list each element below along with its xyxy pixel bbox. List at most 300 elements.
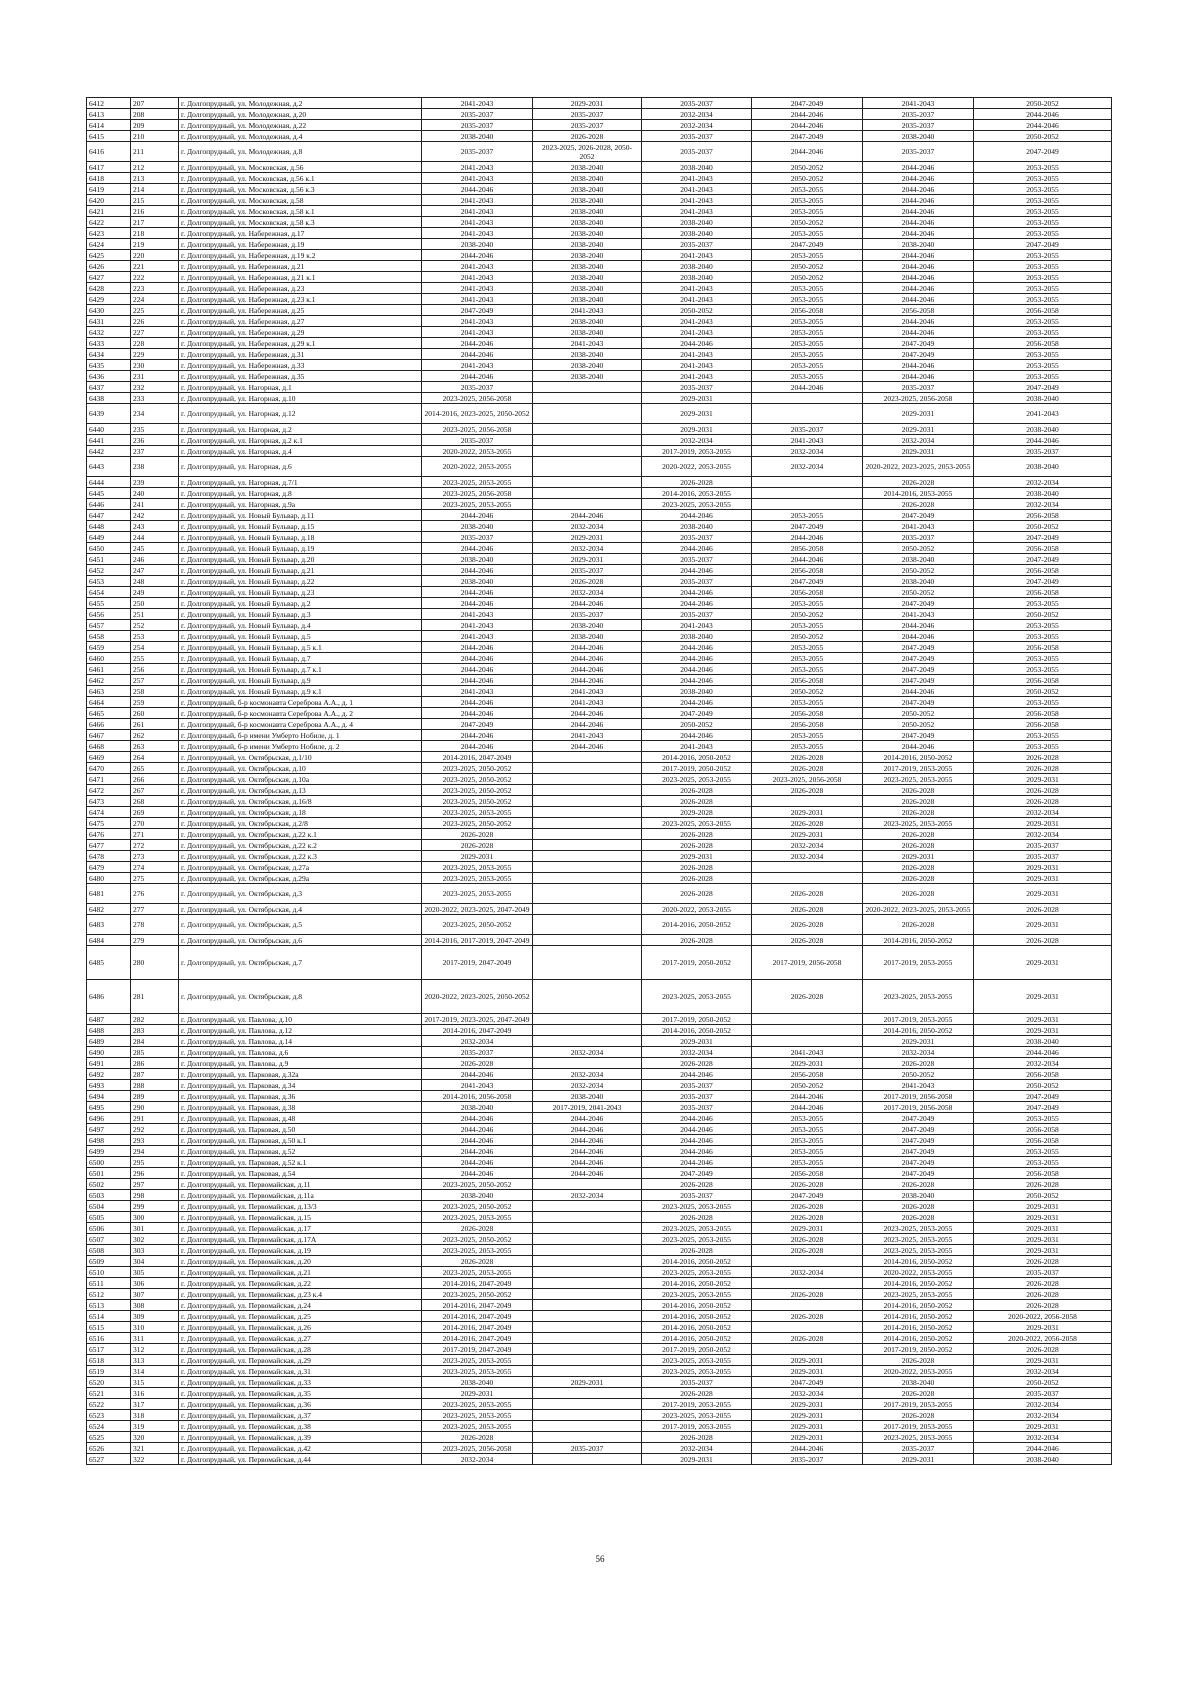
- cell-period-4: 2026-2028: [752, 785, 863, 796]
- cell-row-number: 6522: [87, 1399, 131, 1410]
- cell-object-number: 264: [131, 752, 179, 763]
- cell-row-number: 6420: [87, 195, 131, 206]
- cell-period-4: [752, 477, 863, 488]
- cell-period-4: 2026-2028: [752, 915, 863, 935]
- cell-period-3: 2023-2025, 2053-2055: [642, 1234, 752, 1245]
- cell-object-number: 276: [131, 884, 179, 904]
- cell-period-1: 2041-2043: [422, 272, 533, 283]
- cell-period-4: 2053-2055: [752, 195, 863, 206]
- cell-period-5: 2029-2031: [863, 851, 974, 862]
- page-number: 56: [595, 1554, 605, 1564]
- cell-period-2: 2038-2040: [533, 371, 642, 382]
- cell-address: г. Долгопрудный, ул. Октябрьская, д.22 к.3: [179, 851, 422, 862]
- cell-period-3: 2047-2049: [642, 1168, 752, 1179]
- cell-period-2: 2032-2034: [533, 1047, 642, 1058]
- cell-row-number: 6507: [87, 1234, 131, 1245]
- cell-period-1: 2029-2031: [422, 851, 533, 862]
- cell-object-number: 230: [131, 360, 179, 371]
- cell-period-6: 2029-2031: [974, 1201, 1112, 1212]
- table-row: [87, 109, 1112, 120]
- cell-period-5: 2044-2046: [863, 620, 974, 631]
- cell-period-3: 2044-2046: [642, 587, 752, 598]
- cell-period-1: 2023-2025, 2050-2052: [422, 1201, 533, 1212]
- cell-period-5: 2020-2022, 2023-2025, 2053-2055: [863, 904, 974, 915]
- table-row: [87, 521, 1112, 532]
- cell-period-1: 2023-2025, 2053-2055: [422, 499, 533, 510]
- cell-address: г. Долгопрудный, ул. Павлова, д.12: [179, 1025, 422, 1036]
- cell-address: г. Долгопрудный, ул. Первомайская, д.33: [179, 1377, 422, 1388]
- cell-period-5: 2029-2031: [863, 424, 974, 435]
- cell-period-2: [533, 1267, 642, 1278]
- cell-object-number: 285: [131, 1047, 179, 1058]
- cell-address: г. Долгопрудный, ул. Молодежная, д.2: [179, 98, 422, 109]
- cell-object-number: 233: [131, 393, 179, 404]
- cell-period-5: 2014-2016, 2050-2052: [863, 752, 974, 763]
- table-row: [87, 741, 1112, 752]
- table-row: [87, 446, 1112, 457]
- cell-address: г. Долгопрудный, ул. Нагорная, д.2 к.1: [179, 435, 422, 446]
- cell-period-4: [752, 1344, 863, 1355]
- cell-period-6: 2038-2040: [974, 393, 1112, 404]
- cell-period-5: 2014-2016, 2050-2052: [863, 1025, 974, 1036]
- cell-period-2: 2038-2040: [533, 261, 642, 272]
- cell-object-number: 286: [131, 1058, 179, 1069]
- cell-period-6: 2032-2034: [974, 829, 1112, 840]
- cell-period-6: 2053-2055: [974, 349, 1112, 360]
- cell-period-5: 2020-2022, 2053-2055: [863, 1267, 974, 1278]
- cell-period-3: 2014-2016, 2050-2052: [642, 1300, 752, 1311]
- cell-period-3: 2044-2046: [642, 697, 752, 708]
- cell-object-number: 231: [131, 371, 179, 382]
- table-row: [87, 1091, 1112, 1102]
- cell-row-number: 6466: [87, 719, 131, 730]
- cell-period-3: 2026-2028: [642, 1212, 752, 1223]
- cell-period-2: 2044-2046: [533, 741, 642, 752]
- cell-object-number: 287: [131, 1069, 179, 1080]
- cell-period-4: 2047-2049: [752, 1377, 863, 1388]
- cell-period-5: 2050-2052: [863, 719, 974, 730]
- table-row: [87, 1344, 1112, 1355]
- cell-address: г. Долгопрудный, ул. Первомайская, д.29: [179, 1355, 422, 1366]
- table-row: [87, 1201, 1112, 1212]
- cell-address: г. Долгопрудный, ул. Новый Бульвар, д.9 к.1: [179, 686, 422, 697]
- cell-row-number: 6512: [87, 1289, 131, 1300]
- cell-period-4: 2053-2055: [752, 664, 863, 675]
- cell-row-number: 6440: [87, 424, 131, 435]
- cell-row-number: 6493: [87, 1080, 131, 1091]
- cell-period-3: 2035-2037: [642, 532, 752, 543]
- cell-period-1: 2020-2022, 2023-2025, 2050-2052: [422, 980, 533, 1014]
- cell-period-3: 2035-2037: [642, 576, 752, 587]
- cell-period-4: 2050-2052: [752, 631, 863, 642]
- cell-period-5: 2035-2037: [863, 382, 974, 393]
- cell-period-6: 2029-2031: [974, 862, 1112, 873]
- cell-period-6: 2035-2037: [974, 1388, 1112, 1399]
- table-row: [87, 752, 1112, 763]
- cell-address: г. Долгопрудный, б-р имени Умберто Нобиле, д. 1: [179, 730, 422, 741]
- cell-period-4: 2032-2034: [752, 446, 863, 457]
- cell-period-6: 2026-2028: [974, 752, 1112, 763]
- cell-period-6: 2056-2058: [974, 1069, 1112, 1080]
- cell-period-4: 2032-2034: [752, 457, 863, 477]
- cell-row-number: 6437: [87, 382, 131, 393]
- cell-period-3: 2026-2028: [642, 884, 752, 904]
- cell-period-3: 2023-2025, 2053-2055: [642, 818, 752, 829]
- cell-period-1: 2041-2043: [422, 206, 533, 217]
- cell-period-1: 2023-2025, 2053-2055: [422, 477, 533, 488]
- cell-period-1: 2044-2046: [422, 708, 533, 719]
- cell-object-number: 213: [131, 173, 179, 184]
- cell-address: г. Долгопрудный, ул. Новый Бульвар, д.5: [179, 631, 422, 642]
- cell-period-3: 2023-2025, 2053-2055: [642, 1410, 752, 1421]
- cell-period-4: 2032-2034: [752, 1388, 863, 1399]
- cell-period-5: 2047-2049: [863, 675, 974, 686]
- table-row: [87, 1311, 1112, 1322]
- cell-address: г. Долгопрудный, ул. Первомайская, д.23 к.4: [179, 1289, 422, 1300]
- cell-object-number: 311: [131, 1333, 179, 1344]
- cell-period-3: 2017-2019, 2053-2055: [642, 1421, 752, 1432]
- cell-period-4: 2053-2055: [752, 206, 863, 217]
- cell-period-3: 2014-2016, 2050-2052: [642, 1025, 752, 1036]
- cell-period-5: 2041-2043: [863, 609, 974, 620]
- cell-period-6: 2026-2028: [974, 904, 1112, 915]
- cell-period-2: 2038-2040: [533, 620, 642, 631]
- cell-address: г. Долгопрудный, ул. Набережная, д.27: [179, 316, 422, 327]
- cell-period-6: 2029-2031: [974, 873, 1112, 884]
- cell-period-5: 2026-2028: [863, 1410, 974, 1421]
- cell-period-3: 2026-2028: [642, 840, 752, 851]
- table-row: [87, 1102, 1112, 1113]
- cell-period-5: 2014-2016, 2050-2052: [863, 1333, 974, 1344]
- cell-object-number: 302: [131, 1234, 179, 1245]
- cell-period-1: 2035-2037: [422, 532, 533, 543]
- cell-period-6: 2056-2058: [974, 565, 1112, 576]
- cell-period-1: 2044-2046: [422, 653, 533, 664]
- cell-period-6: 2029-2031: [974, 1212, 1112, 1223]
- cell-period-5: 2026-2028: [863, 1388, 974, 1399]
- cell-period-3: 2032-2034: [642, 120, 752, 131]
- cell-period-1: 2014-2016, 2056-2058: [422, 1091, 533, 1102]
- cell-period-2: 2032-2034: [533, 1190, 642, 1201]
- table-row: [87, 840, 1112, 851]
- table-row: [87, 980, 1112, 1014]
- cell-period-6: 2029-2031: [974, 884, 1112, 904]
- cell-period-6: 2053-2055: [974, 316, 1112, 327]
- cell-address: г. Долгопрудный, ул. Парковая, д.52 к.1: [179, 1157, 422, 1168]
- cell-period-1: 2041-2043: [422, 283, 533, 294]
- table-row: [87, 131, 1112, 142]
- cell-period-3: 2026-2028: [642, 862, 752, 873]
- cell-period-4: [752, 796, 863, 807]
- cell-period-2: 2035-2037: [533, 109, 642, 120]
- table-row: [87, 1058, 1112, 1069]
- table-row: [87, 272, 1112, 283]
- cell-period-2: 2044-2046: [533, 510, 642, 521]
- cell-period-3: 2035-2037: [642, 131, 752, 142]
- cell-period-1: 2035-2037: [422, 109, 533, 120]
- cell-row-number: 6509: [87, 1256, 131, 1267]
- cell-object-number: 211: [131, 142, 179, 162]
- cell-object-number: 246: [131, 554, 179, 565]
- table-row: [87, 184, 1112, 195]
- cell-period-6: 2053-2055: [974, 217, 1112, 228]
- cell-object-number: 218: [131, 228, 179, 239]
- cell-row-number: 6503: [87, 1190, 131, 1201]
- cell-object-number: 270: [131, 818, 179, 829]
- table-row: [87, 675, 1112, 686]
- cell-period-3: 2035-2037: [642, 554, 752, 565]
- cell-address: г. Долгопрудный, ул. Первомайская, д.39: [179, 1432, 422, 1443]
- table-row: [87, 261, 1112, 272]
- cell-period-1: 2023-2025, 2053-2055: [422, 1355, 533, 1366]
- cell-row-number: 6497: [87, 1124, 131, 1135]
- table-row: [87, 1333, 1112, 1344]
- cell-period-6: 2050-2052: [974, 521, 1112, 532]
- cell-row-number: 6490: [87, 1047, 131, 1058]
- cell-period-2: 2044-2046: [533, 1146, 642, 1157]
- table-row: [87, 206, 1112, 217]
- cell-period-4: 2053-2055: [752, 642, 863, 653]
- cell-object-number: 216: [131, 206, 179, 217]
- cell-period-1: 2044-2046: [422, 1157, 533, 1168]
- cell-period-3: 2041-2043: [642, 360, 752, 371]
- cell-period-3: 2026-2028: [642, 477, 752, 488]
- cell-period-3: 2029-2031: [642, 424, 752, 435]
- cell-row-number: 6515: [87, 1322, 131, 1333]
- cell-object-number: 269: [131, 807, 179, 818]
- table-row: [87, 598, 1112, 609]
- table-row: [87, 457, 1112, 477]
- cell-period-3: 2041-2043: [642, 173, 752, 184]
- cell-period-3: 2035-2037: [642, 142, 752, 162]
- cell-address: г. Долгопрудный, ул. Набережная, д.21 к.1: [179, 272, 422, 283]
- cell-period-6: 2047-2049: [974, 239, 1112, 250]
- cell-period-6: 2056-2058: [974, 1168, 1112, 1179]
- table-row: [87, 935, 1112, 946]
- cell-period-4: [752, 1300, 863, 1311]
- cell-period-2: [533, 1201, 642, 1212]
- cell-row-number: 6524: [87, 1421, 131, 1432]
- cell-address: г. Долгопрудный, ул. Новый Бульвар, д.21: [179, 565, 422, 576]
- cell-period-5: 2014-2016, 2050-2052: [863, 935, 974, 946]
- cell-period-1: 2023-2025, 2050-2052: [422, 1179, 533, 1190]
- cell-object-number: 317: [131, 1399, 179, 1410]
- cell-period-3: 2044-2046: [642, 730, 752, 741]
- cell-period-4: 2056-2058: [752, 708, 863, 719]
- cell-address: г. Долгопрудный, ул. Набережная, д.19: [179, 239, 422, 250]
- cell-period-5: 2047-2049: [863, 349, 974, 360]
- table-row: [87, 1278, 1112, 1289]
- cell-period-6: 2053-2055: [974, 261, 1112, 272]
- cell-period-6: 2026-2028: [974, 1256, 1112, 1267]
- table-row: [87, 1190, 1112, 1201]
- cell-period-2: [533, 1333, 642, 1344]
- cell-object-number: 220: [131, 250, 179, 261]
- cell-address: г. Долгопрудный, ул. Первомайская, д.36: [179, 1399, 422, 1410]
- cell-row-number: 6463: [87, 686, 131, 697]
- cell-period-4: 2032-2034: [752, 851, 863, 862]
- cell-period-1: 2023-2025, 2053-2055: [422, 1399, 533, 1410]
- cell-period-4: 2029-2031: [752, 1058, 863, 1069]
- cell-period-5: 2035-2037: [863, 1443, 974, 1454]
- table-row: [87, 631, 1112, 642]
- cell-object-number: 209: [131, 120, 179, 131]
- cell-period-5: 2023-2025, 2053-2055: [863, 1289, 974, 1300]
- cell-period-5: 2047-2049: [863, 1135, 974, 1146]
- cell-address: г. Долгопрудный, ул. Первомайская, д.20: [179, 1256, 422, 1267]
- cell-period-3: 2014-2016, 2050-2052: [642, 1322, 752, 1333]
- table-row: [87, 1036, 1112, 1047]
- table-row: [87, 1080, 1112, 1091]
- cell-period-2: [533, 752, 642, 763]
- cell-period-3: 2035-2037: [642, 382, 752, 393]
- cell-period-6: 2032-2034: [974, 477, 1112, 488]
- cell-object-number: 252: [131, 620, 179, 631]
- cell-period-1: 2014-2016, 2047-2049: [422, 1300, 533, 1311]
- cell-object-number: 267: [131, 785, 179, 796]
- cell-period-6: 2053-2055: [974, 631, 1112, 642]
- cell-period-3: 2038-2040: [642, 686, 752, 697]
- cell-object-number: 280: [131, 946, 179, 980]
- cell-period-3: 2029-2031: [642, 1454, 752, 1465]
- cell-object-number: 309: [131, 1311, 179, 1322]
- cell-object-number: 321: [131, 1443, 179, 1454]
- cell-period-1: 2044-2046: [422, 587, 533, 598]
- cell-period-1: 2038-2040: [422, 554, 533, 565]
- cell-period-4: [752, 488, 863, 499]
- table-row: [87, 554, 1112, 565]
- cell-period-4: 2026-2028: [752, 980, 863, 1014]
- table-row: [87, 565, 1112, 576]
- cell-period-3: 2032-2034: [642, 109, 752, 120]
- cell-period-2: [533, 946, 642, 980]
- cell-period-6: 2032-2034: [974, 1410, 1112, 1421]
- cell-period-2: [533, 840, 642, 851]
- table-row: [87, 1355, 1112, 1366]
- cell-period-6: 2050-2052: [974, 1080, 1112, 1091]
- cell-row-number: 6498: [87, 1135, 131, 1146]
- cell-object-number: 320: [131, 1432, 179, 1443]
- cell-period-1: 2044-2046: [422, 664, 533, 675]
- cell-period-3: 2044-2046: [642, 1157, 752, 1168]
- cell-row-number: 6489: [87, 1036, 131, 1047]
- cell-period-3: 2023-2025, 2053-2055: [642, 1289, 752, 1300]
- cell-address: г. Долгопрудный, ул. Первомайская, д.27: [179, 1333, 422, 1344]
- table-row: [87, 1410, 1112, 1421]
- cell-period-3: 2029-2028: [642, 807, 752, 818]
- cell-period-1: 2041-2043: [422, 294, 533, 305]
- cell-address: г. Долгопрудный, ул. Первомайская, д.15: [179, 1212, 422, 1223]
- cell-period-6: 2056-2058: [974, 642, 1112, 653]
- cell-object-number: 318: [131, 1410, 179, 1421]
- cell-period-1: 2023-2025, 2053-2055: [422, 1245, 533, 1256]
- cell-period-2: [533, 1289, 642, 1300]
- cell-period-4: 2017-2019, 2056-2058: [752, 946, 863, 980]
- cell-period-2: 2041-2043: [533, 697, 642, 708]
- cell-object-number: 273: [131, 851, 179, 862]
- cell-period-4: [752, 1278, 863, 1289]
- cell-period-3: 2035-2037: [642, 1190, 752, 1201]
- cell-period-6: 2047-2049: [974, 576, 1112, 587]
- cell-row-number: 6483: [87, 915, 131, 935]
- cell-period-6: 2032-2034: [974, 1366, 1112, 1377]
- cell-period-6: 2047-2049: [974, 1091, 1112, 1102]
- cell-period-5: 2023-2025, 2053-2055: [863, 980, 974, 1014]
- table-row: [87, 620, 1112, 631]
- cell-address: г. Долгопрудный, ул. Набережная, д.19 к.2: [179, 250, 422, 261]
- cell-row-number: 6418: [87, 173, 131, 184]
- cell-object-number: 208: [131, 109, 179, 120]
- cell-period-4: 2026-2028: [752, 1212, 863, 1223]
- cell-period-1: 2026-2028: [422, 1432, 533, 1443]
- cell-row-number: 6475: [87, 818, 131, 829]
- cell-row-number: 6514: [87, 1311, 131, 1322]
- cell-period-5: 2047-2049: [863, 598, 974, 609]
- cell-period-6: 2038-2040: [974, 424, 1112, 435]
- cell-period-2: [533, 1454, 642, 1465]
- cell-address: г. Долгопрудный, ул. Новый Бульвар, д.23: [179, 587, 422, 598]
- cell-period-2: 2035-2037: [533, 120, 642, 131]
- cell-row-number: 6487: [87, 1014, 131, 1025]
- cell-period-4: 2050-2052: [752, 261, 863, 272]
- cell-object-number: 222: [131, 272, 179, 283]
- cell-object-number: 251: [131, 609, 179, 620]
- cell-period-1: 2023-2025, 2050-2052: [422, 785, 533, 796]
- cell-period-2: [533, 1388, 642, 1399]
- table-row: [87, 1113, 1112, 1124]
- cell-address: г. Долгопрудный, ул. Октябрьская, д.4: [179, 904, 422, 915]
- cell-period-4: 2035-2037: [752, 1454, 863, 1465]
- cell-period-3: 2026-2028: [642, 1432, 752, 1443]
- cell-period-2: 2044-2046: [533, 708, 642, 719]
- cell-object-number: 234: [131, 404, 179, 424]
- cell-period-5: 2050-2052: [863, 1069, 974, 1080]
- cell-object-number: 289: [131, 1091, 179, 1102]
- cell-object-number: 261: [131, 719, 179, 730]
- cell-row-number: 6471: [87, 774, 131, 785]
- table-row: [87, 1289, 1112, 1300]
- cell-address: г. Долгопрудный, ул. Октябрьская, д.2/8: [179, 818, 422, 829]
- cell-period-3: 2044-2046: [642, 1113, 752, 1124]
- cell-period-2: 2038-2040: [533, 217, 642, 228]
- cell-period-6: 2053-2055: [974, 1157, 1112, 1168]
- table-row: [87, 488, 1112, 499]
- cell-row-number: 6505: [87, 1212, 131, 1223]
- cell-object-number: 225: [131, 305, 179, 316]
- cell-period-3: 2041-2043: [642, 206, 752, 217]
- cell-period-4: 2053-2055: [752, 1146, 863, 1157]
- cell-period-1: 2041-2043: [422, 316, 533, 327]
- cell-object-number: 258: [131, 686, 179, 697]
- cell-row-number: 6480: [87, 873, 131, 884]
- cell-row-number: 6425: [87, 250, 131, 261]
- cell-object-number: 268: [131, 796, 179, 807]
- cell-address: г. Долгопрудный, ул. Первомайская, д.38: [179, 1421, 422, 1432]
- cell-period-1: 2023-2025, 2050-2052: [422, 1234, 533, 1245]
- cell-period-4: 2026-2028: [752, 763, 863, 774]
- cell-address: г. Долгопрудный, ул. Павлова, д.14: [179, 1036, 422, 1047]
- cell-period-3: 2044-2046: [642, 675, 752, 686]
- cell-period-3: 2026-2028: [642, 1245, 752, 1256]
- cell-period-6: 2050-2052: [974, 609, 1112, 620]
- cell-period-4: 2056-2058: [752, 587, 863, 598]
- cell-period-6: 2035-2037: [974, 851, 1112, 862]
- cell-period-6: 2041-2043: [974, 404, 1112, 424]
- cell-period-4: 2056-2058: [752, 543, 863, 554]
- cell-period-3: 2035-2037: [642, 1377, 752, 1388]
- cell-period-4: [752, 1256, 863, 1267]
- cell-period-2: [533, 935, 642, 946]
